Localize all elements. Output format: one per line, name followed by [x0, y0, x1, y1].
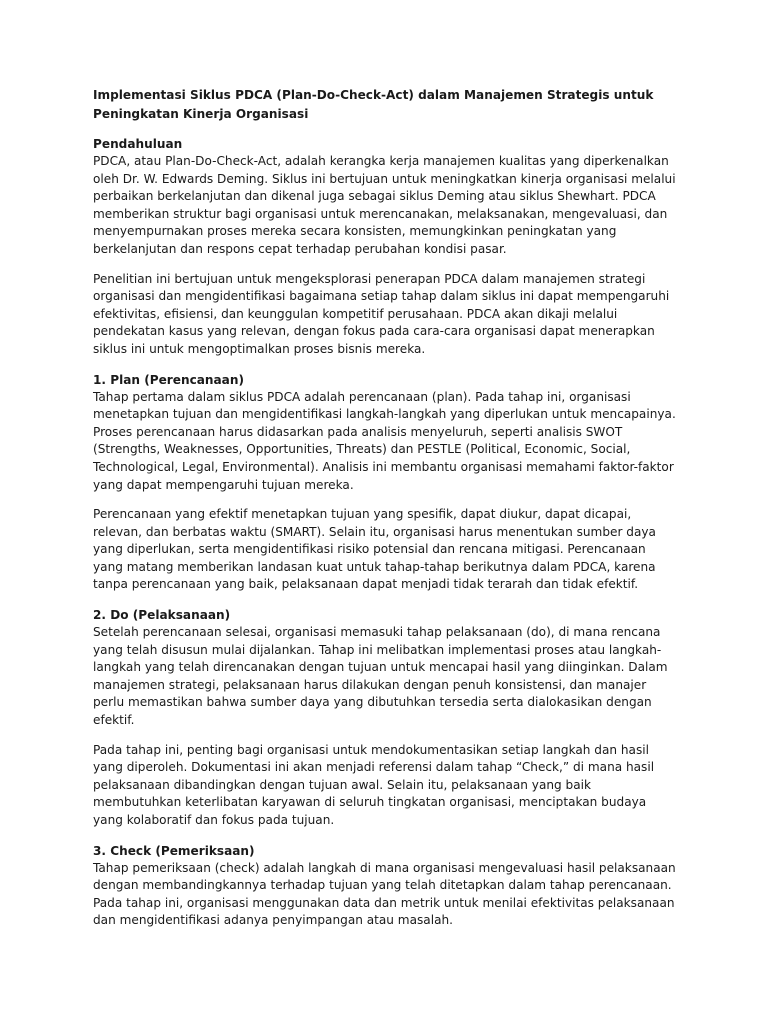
- section-pendahuluan: [93, 135, 676, 359]
- section-heading: 3. Check (Pemeriksaan): [93, 843, 255, 858]
- paragraph: Perencanaan yang efektif menetapkan tujuan yang spesifik, dapat diukur, dapat dicapai, relevan, dan berbatas waktu (SMART). Selain itu, organisasi harus menentukan sumber daya yang diperlukan, serta mengidentifikasi risiko potensial dan rencana mitigasi. Perencanaan yang matang memberikan landasan kuat untuk tahap-tahap berikutnya dalam PDCA, karena tanpa perencanaan yang baik, pelaksanaan dapat menjadi tidak terarah dan tidak efektif.: [93, 507, 656, 592]
- paragraph: Penelitian ini bertujuan untuk mengeksplorasi penerapan PDCA dalam manajemen strategi organisasi dan mengidentifikasi bagaimana setiap tahap dalam siklus ini dapat mempengaruhi efektivitas, efisiensi, dan keunggulan kompetitif perusahaan. PDCA akan dikaji melalui pendekatan kasus yang relevan, dengan fokus pada cara-cara organisasi dapat menerapkan siklus ini untuk mengoptimalkan proses bisnis mereka.: [93, 271, 670, 356]
- section-do: [93, 606, 676, 830]
- section-heading: Pendahuluan: [93, 137, 183, 151]
- paragraph: Setelah perencanaan selesai, organisasi memasuki tahap pelaksanaan (do), di mana rencana yang telah disusun mulai dijalankan. Tahap ini melibatkan implementasi proses atau langkah-langkah yang telah direncanakan dengan tujuan untuk mencapai hasil yang diinginkan. Dalam manajemen strategi, pelaksanaan harus dilakukan dengan penuh konsistensi, dan manajer perlu memastikan bahwa sumber daya yang dibutuhkan tersedia serta dialokasikan dengan efektif.: [93, 625, 668, 728]
- paragraph: Tahap pemeriksaan (check) adalah langkah di mana organisasi mengevaluasi hasil pelaksanaan dengan membandingkannya terhadap tujuan yang telah ditetapkan dalam tahap perencanaan. Pada tahap ini, organisasi menggunakan data dan metrik untuk menilai efektivitas pelaksanaan dan mengidentifikasi adanya penyimpangan atau masalah.: [93, 860, 676, 928]
- section-plan: [93, 371, 676, 595]
- section-check: [93, 842, 676, 930]
- section-heading: 2. Do (Pelaksanaan): [93, 608, 231, 623]
- section-heading: 1. Plan (Perencanaan): [93, 372, 244, 387]
- paragraph: Tahap pertama dalam siklus PDCA adalah perencanaan (plan). Pada tahap ini, organisasi menetapkan tujuan dan mengidentifikasi langkah-langkah yang diperlukan untuk mencapainya. Proses perencanaan harus didasarkan pada analisis menyeluruh, seperti analisis SWOT (Strengths, Weaknesses, Opportunities, Threats) dan PESTLE (Political, Economic, Social, Technological, Legal, Environmental). Analisis ini membantu organisasi memahami faktor-faktor yang dapat mempengaruhi tujuan mereka.: [93, 389, 676, 492]
- paragraph: Pada tahap ini, penting bagi organisasi untuk mendokumentasikan setiap langkah dan hasil yang diperoleh. Dokumentasi ini akan menjadi referensi dalam tahap “Check,” di mana hasil pelaksanaan dibandingkan dengan tujuan awal. Selain itu, pelaksanaan yang baik membutuhkan keterlibatan karyawan di seluruh tingkatan organisasi, menciptakan budaya yang kolaboratif dan fokus pada tujuan.: [93, 742, 655, 827]
- document-title: Implementasi Siklus PDCA (Plan-Do-Check-Act) dalam Manajemen Strategis untuk Peningkatan Kinerja Organisasi: [93, 88, 654, 121]
- paragraph: PDCA, atau Plan-Do-Check-Act, adalah kerangka kerja manajemen kualitas yang diperkenalkan oleh Dr. W. Edwards Deming. Siklus ini bertujuan untuk meningkatkan kinerja organisasi melalui perbaikan berkelanjutan dan dikenal juga sebagai siklus Deming atau siklus Shewhart. PDCA memberikan struktur bagi organisasi untuk merencanakan, melaksanakan, mengevaluasi, dan menyempurnakan proses mereka secara konsisten, memungkinkan peningkatan yang berkelanjutan dan respons cepat terhadap perubahan kondisi pasar.: [93, 154, 676, 256]
